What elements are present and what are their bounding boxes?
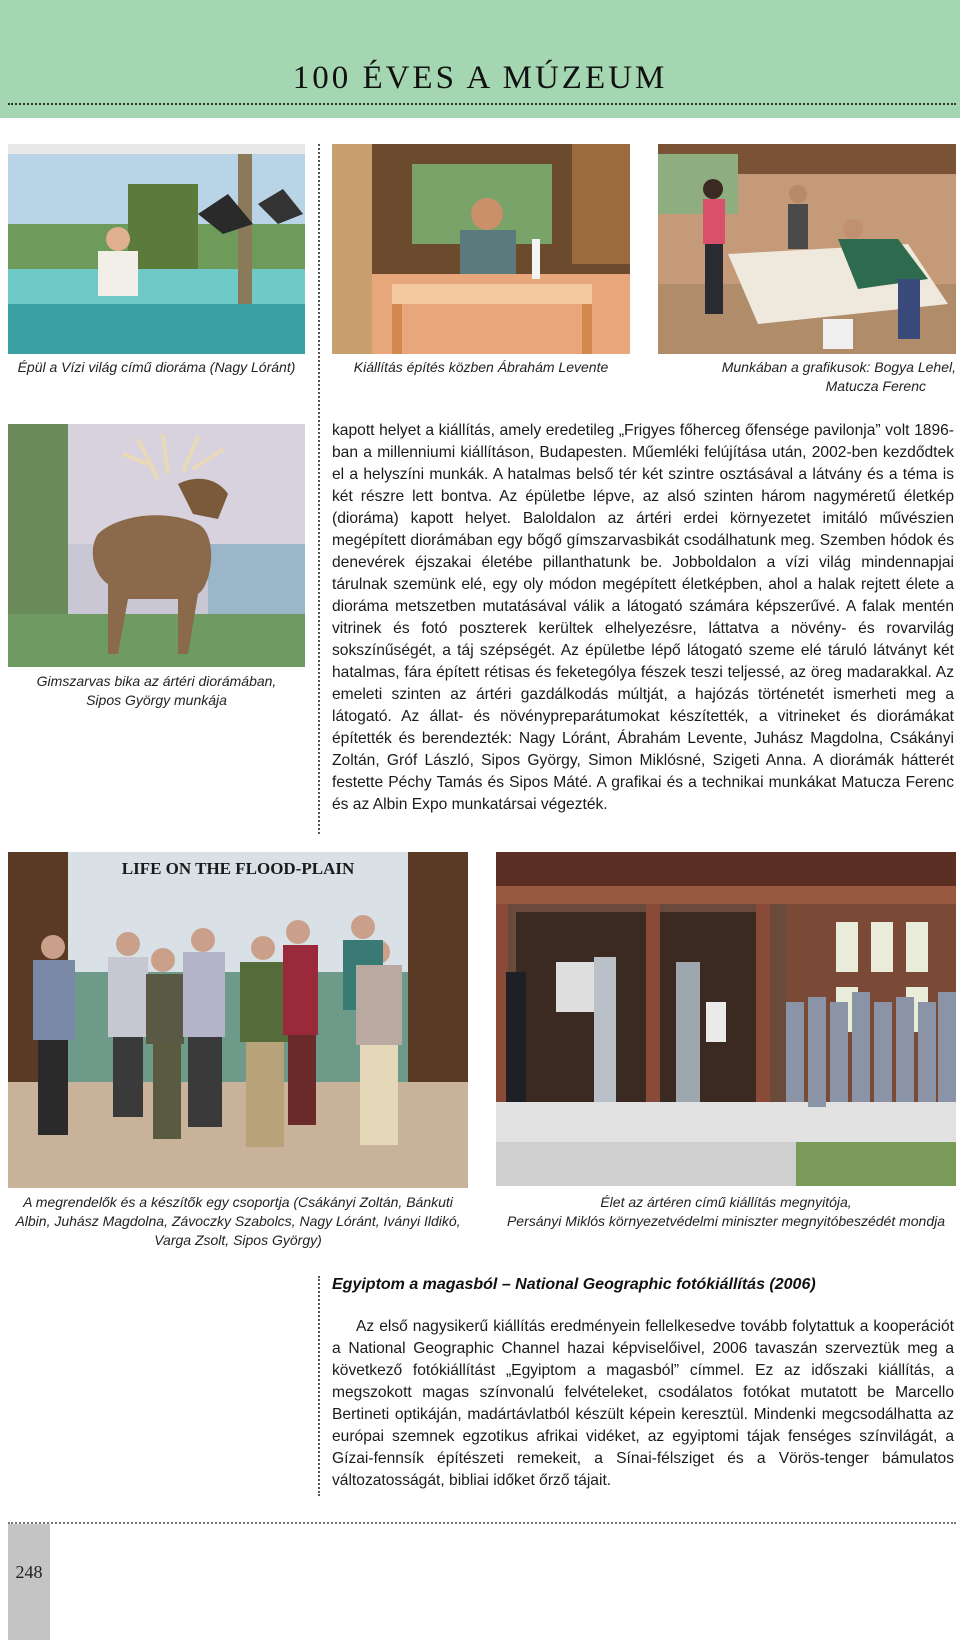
photo-caption <box>8 672 305 710</box>
section-heading: Egyiptom a magasból – National Geographic fotókiállítás (2006) <box>332 1276 816 1293</box>
page-header <box>0 0 960 118</box>
photo-group-of-contributors <box>8 852 468 1188</box>
photo-caption <box>8 1193 468 1250</box>
caption-line: Sipos György munkája <box>86 692 227 708</box>
footer-divider <box>8 1522 956 1524</box>
photo-caption: Kiállítás építés közben Ábrahám Levente <box>353 359 609 375</box>
article-paragraph: Az első nagysikerű kiállítás eredményein fellelkesedve tovább folytattuk a kooperációt a National Geographic Channel hazai képviselőivel, 2006 tavaszán szerveztük meg a következő fotókiállítást „Egyiptom a magasból” címmel. Ez az időszaki kiállítás, a megszokott magas színvonalú felvételeket, csodálatos fotókat mutatott be Marcello Bertineti optikáján, madártávlatból készült képein keresztül. Mindenki megcsodálhatta az európai szemnek egzotikus afrikai vidéket, az egyiptomi tájak fenséges színvilágát, a Gízai-fennsík építészeti remekeit, a Sínai-félsziget és a Vörös-tenger bámulatos változatosságát, bibliai időket őrző tájait. <box>332 1318 954 1489</box>
caption-line: Persányi Miklós környezetvédelmi miniszter megnyitóbeszédét mondja <box>506 1213 946 1229</box>
photo-exhibition-building <box>332 144 630 354</box>
photo-caption: Épül a Vízi világ című dioráma (Nagy Lóránt) <box>17 359 296 375</box>
caption-line: Varga Zsolt, Sipos György) <box>154 1232 322 1248</box>
article-paragraph: kapott helyet a kiállítás, amely eredetileg „Frigyes főherceg őfensége pavilonja” volt 1896-ban a millenniumi kiállításon, Budapesten. Műemléki felújítása után, 2002-ben kezdődtek el a helyszíni munkák. A hatalmas belső tér két szintre osztásával a látvány és a téma is két részre lett bontva. Az épületbe lépve, az alsó szinten három nagyméretű életkép (dioráma) kapott helyet. Baloldalon az ártéri erdei környezetet imitáló művészien megépített diorámában egy bőgő gímszarvasbikát csodálhatunk meg. Szemben hódok és denevérek éjszakai életébe pillanthatunk be. Jobboldalon a vízi világ mindennapjai tárulnak szemünk elé, egy oly módon megépített életképben, ahol a halak rejtett élete a dioráma metszetben mutatásával válik a látogató számára képszerűvé. A falak mentén vitrinek és fotó poszterek kerültek elhelyezésre, láttatva a növény- és rovarvilág sokszínűségét, a táj szépségét. Az épületbe lépő látogató szeme elé táruló látványt két hatalmas, fára épített rétisas és feketególya fészek teszi teljessé, az öreg madarakkal. Az emeleti szinten az ártéri gazdálkodás múltját, a hajózás történetét ismerheti meg a látogató. Az állat- és növénypreparátumokat készítették, a vitrineket és diorámákat építették és berendezték: Nagy Lóránt, Ábrahám Levente, Juhász Magdolna, Csákányi Zoltán, Gróf László, Sipos György, Simon Miklósné, Szigeti Anna. A diorámák hátterét festette Péchy Tamás és Sipos Máté. A grafikai és a technikai munkákat Matucza Ferenc és az Albin Expo munkatársai végezték. <box>332 422 954 813</box>
caption-line: A megrendelők és a készítők egy csoportja (Csákányi Zoltán, Bánkuti <box>23 1194 453 1210</box>
caption-line: Munkában a grafikusok: Bogya Lehel, <box>721 359 956 375</box>
photo-graphic-artists <box>658 144 956 354</box>
caption-line: Matucza Ferenc <box>825 378 926 394</box>
diorama-sign: LIFE ON THE FLOOD-PLAIN <box>121 859 355 878</box>
photo-caption <box>658 358 956 396</box>
header-divider <box>8 103 956 105</box>
photo-exhibition-opening <box>496 852 956 1186</box>
caption-line: Gimszarvas bika az ártéri diorámában, <box>36 673 277 689</box>
page-title: 100 ÉVES A MÚZEUM <box>292 60 668 96</box>
column-divider <box>318 1276 320 1496</box>
caption-line: Albin, Juhász Magdolna, Závoczky Szabolcs, Nagy Lóránt, Iványi Ildikó, <box>15 1213 461 1229</box>
photo-diorama-construction <box>8 144 305 354</box>
photo-red-deer-diorama <box>8 424 305 667</box>
photo-caption <box>496 1193 956 1231</box>
column-divider <box>318 144 320 834</box>
page-number: 248 <box>15 1562 43 1582</box>
caption-line: Élet az ártéren című kiállítás megnyitója, <box>600 1194 852 1210</box>
